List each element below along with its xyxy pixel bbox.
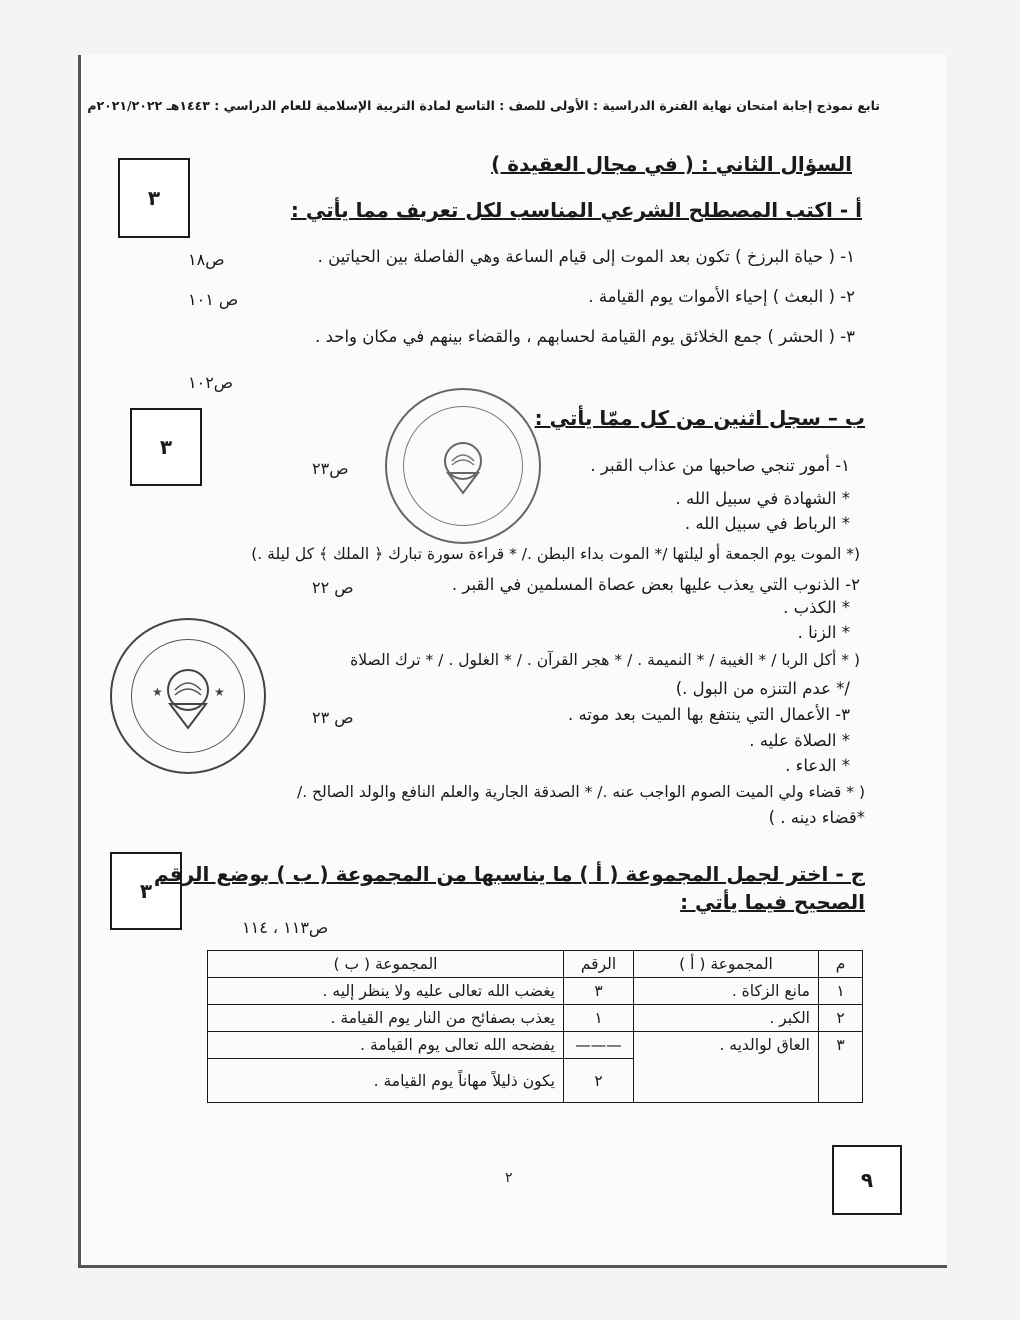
table-row [208, 978, 863, 1005]
page-number: ٢ [505, 1170, 513, 1186]
score-box-part-a: ٣ [118, 158, 190, 238]
total-score-box: ٩ [832, 1145, 902, 1215]
part-b-line-9: /* عدم التنزه من البول .) [675, 679, 850, 698]
part-b-line-10: ٣- الأعمال التي ينتفع بها الميت بعد موته . [567, 705, 850, 724]
part-b-line-1: ١- أمور تنجي صاحبها من عذاب القبر . [590, 456, 850, 475]
row-group-a: العاق لوالديه . [634, 1032, 819, 1103]
row-number: ١ [564, 1005, 634, 1032]
row-group-b: يفضحه الله تعالى يوم القيامة . [208, 1032, 564, 1059]
header-group-a: المجموعة ( أ ) [634, 951, 819, 978]
control-emblem-icon [148, 656, 228, 736]
row-group-a: الكبر . [634, 1005, 819, 1032]
score-box-part-b: ٣ [130, 408, 202, 486]
ministry-emblem-icon [428, 431, 498, 501]
part-b-line-7: * الزنا . [797, 623, 850, 642]
part-b-line-14: *قضاء دينه . ) [768, 808, 865, 827]
row-group-b: يعذب بصفائح من النار يوم القيامة . [208, 1005, 564, 1032]
ministry-seal [385, 388, 541, 544]
row-group-a: مانع الزكاة . [634, 978, 819, 1005]
part-b-line-8: ( * أكل الربا / * الغيبة / * النميمة . / * هجر القرآن . / * الغلول . / * ترك الصلاة [350, 651, 860, 669]
header-number: الرقم [564, 951, 634, 978]
header-group-b: المجموعة ( ب ) [208, 951, 564, 978]
question-title: السؤال الثاني : ( في مجال العقيدة ) [491, 152, 852, 176]
part-b-title: ب – سجل اثنين من كل ممّا يأتي : [534, 406, 865, 430]
part-b-line-2: * الشهادة في سبيل الله . [675, 489, 850, 508]
part-b-line-6: * الكذب . [783, 598, 850, 617]
row-m: ١ [819, 978, 863, 1005]
score-box-part-c: ٣ [110, 852, 182, 930]
part-c-title-line-2: الصحيح فيما يأتي : [680, 890, 865, 914]
part-c-ref: ص١١٣ ، ١١٤ [242, 918, 329, 937]
table-header-row [208, 951, 863, 978]
page-header: تابع نموذج إجابة امتحان نهاية الفترة الدراسية : الأولى للصف : التاسع لمادة التربية الإسلامية للعام الدراسي : ١٤٤٣هـ ٢٠٢١/٢٠٢٢م [87, 98, 880, 113]
row-group-b: يغضب الله تعالى عليه ولا ينظر إليه . [208, 978, 564, 1005]
matching-table [207, 950, 863, 1103]
table-row [208, 1032, 863, 1059]
part-a-item-2: ٢- ( البعث ) إحياء الأموات يوم القيامة . [588, 287, 855, 306]
row-m: ٢ [819, 1005, 863, 1032]
part-b-ref-2: ص ٢٢ [312, 578, 354, 597]
part-b-line-13: ( * قضاء ولي الميت الصوم الواجب عنه ./ * الصدقة الجارية والعلم النافع والولد الصالح ./ [296, 783, 865, 801]
part-b-line-3: * الرباط في سبيل الله . [684, 514, 850, 533]
table-row [208, 1005, 863, 1032]
part-a-ref-3: ص١٠٢ [188, 373, 234, 392]
part-b-line-4: (* الموت يوم الجمعة أو ليلتها /* الموت بداء البطن ./ * قراءة سورة تبارك ﴿ الملك ﴾ كل ليلة .) [251, 545, 860, 563]
part-b-ref-3: ص ٢٣ [312, 708, 354, 727]
part-b-ref-1: ص٢٣ [312, 459, 349, 478]
row-number: ——— [564, 1032, 634, 1059]
part-a-item-3: ٣- ( الحشر ) جمع الخلائق يوم القيامة لحسابهم ، والقضاء بينهم في مكان واحد . [315, 327, 855, 346]
svg-text:★: ★ [214, 685, 225, 699]
row-number: ٢ [564, 1059, 634, 1103]
part-a-title: أ - اكتب المصطلح الشرعي المناسب لكل تعريف مما يأتي : [290, 198, 862, 222]
header-m: م [819, 951, 863, 978]
part-b-line-12: * الدعاء . [785, 756, 850, 775]
svg-text:★: ★ [152, 685, 163, 699]
row-number: ٣ [564, 978, 634, 1005]
part-a-item-1: ١- ( حياة البرزخ ) تكون بعد الموت إلى قيام الساعة وهي الفاصلة بين الحياتين . [317, 247, 855, 266]
part-a-ref-1: ص١٨ [188, 250, 225, 269]
part-b-line-5: ٢- الذنوب التي يعذب عليها بعض عصاة المسلمين في القبر . [451, 575, 860, 594]
part-b-line-11: * الصلاة عليه . [749, 731, 850, 750]
part-a-ref-2: ص ١٠١ [188, 290, 239, 309]
part-c-title-line-1: ج - اختر لجمل المجموعة ( أ ) ما يناسبها من المجموعة ( ب ) بوضع الرقم [153, 862, 865, 886]
row-group-b: يكون ذليلاً مهاناً يوم القيامة . [208, 1059, 564, 1103]
control-seal [110, 618, 266, 774]
row-m: ٣ [819, 1032, 863, 1103]
